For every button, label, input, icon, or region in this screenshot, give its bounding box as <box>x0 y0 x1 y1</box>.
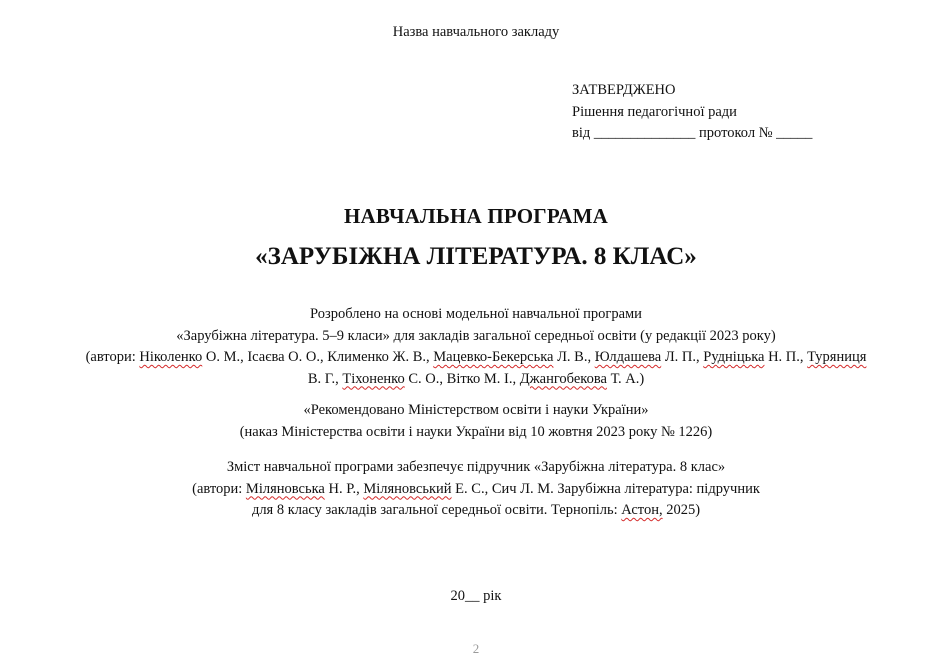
author-name: Мацевко-Бекерська <box>433 349 554 365</box>
document-subtitle: «ЗАРУБІЖНА ЛІТЕРАТУРА. 8 КЛАС» <box>255 243 697 270</box>
basis-line-2: «Зарубіжна література. 5–9 класи» для закладів загальної середньої освіти (у редакції 2023 року) <box>176 327 776 344</box>
publisher-name: Астон, <box>621 502 663 518</box>
text-fragment: (автори: <box>192 480 246 497</box>
text-fragment: Н. Р., <box>324 480 364 497</box>
author-name: Туряниця <box>807 349 867 365</box>
textbook-block <box>0 457 952 522</box>
text-fragment: О. М., Ісаєва О. О., Клименко Ж. В., <box>202 349 434 365</box>
basis-line-1: Розроблено на основі модельної навчальної програми <box>310 306 642 322</box>
author-name: Джангобекова <box>519 370 607 387</box>
recommendation-line-1: «Рекомендовано Міністерством освіти і науки України» <box>303 402 649 418</box>
approval-decision: Рішення педагогічної ради <box>572 103 737 120</box>
document-title: НАВЧАЛЬНА ПРОГРАМА <box>344 204 608 228</box>
recommendation-line-2: (наказ Міністерства освіти і науки України від 10 жовтня 2023 року № 1226) <box>239 423 713 440</box>
basis-authors-line-1 <box>0 347 952 369</box>
text-fragment: Л. П., <box>661 349 704 365</box>
author-name: Міляновський <box>363 480 452 497</box>
year-line: 20__ рік <box>450 588 502 604</box>
textbook-line-1: Зміст навчальної програми забезпечує підручник «Зарубіжна література. 8 клас» <box>226 459 726 475</box>
text-fragment: для 8 класу закладів загальної середньої освіти. Тернопіль: <box>251 502 622 518</box>
textbook-line-3 <box>0 500 952 522</box>
author-name: Рудніцька <box>703 349 765 365</box>
text-fragment: Е. С., Сич Л. М. Зарубіжна література: підручник <box>451 480 760 497</box>
approval-date-protocol: від ______________ протокол № _____ <box>572 125 813 141</box>
author-name: Тіхоненко <box>342 370 405 387</box>
text-fragment: Н. П., <box>764 349 808 365</box>
recommendation-block <box>0 400 952 443</box>
author-name: Ніколенко <box>139 349 203 365</box>
approval-block <box>572 80 812 145</box>
text-fragment: Л. В., <box>553 349 595 365</box>
school-name: Назва навчального закладу <box>392 24 560 40</box>
text-fragment: 2025) <box>662 502 701 518</box>
author-name: Юлдашева <box>594 349 662 365</box>
author-name: Міляновська <box>245 480 325 497</box>
basis-authors-line-2 <box>0 369 952 391</box>
page-number: 2 <box>472 641 480 656</box>
text-fragment: В. Г., <box>307 370 343 387</box>
program-basis-block <box>0 304 952 390</box>
text-fragment: Т. А.) <box>606 370 645 387</box>
approval-heading: ЗАТВЕРДЖЕНО <box>572 82 676 98</box>
text-fragment: С. О., Вітко М. І., <box>404 370 520 387</box>
textbook-line-2 <box>0 479 952 501</box>
text-fragment: (автори: <box>85 349 140 365</box>
